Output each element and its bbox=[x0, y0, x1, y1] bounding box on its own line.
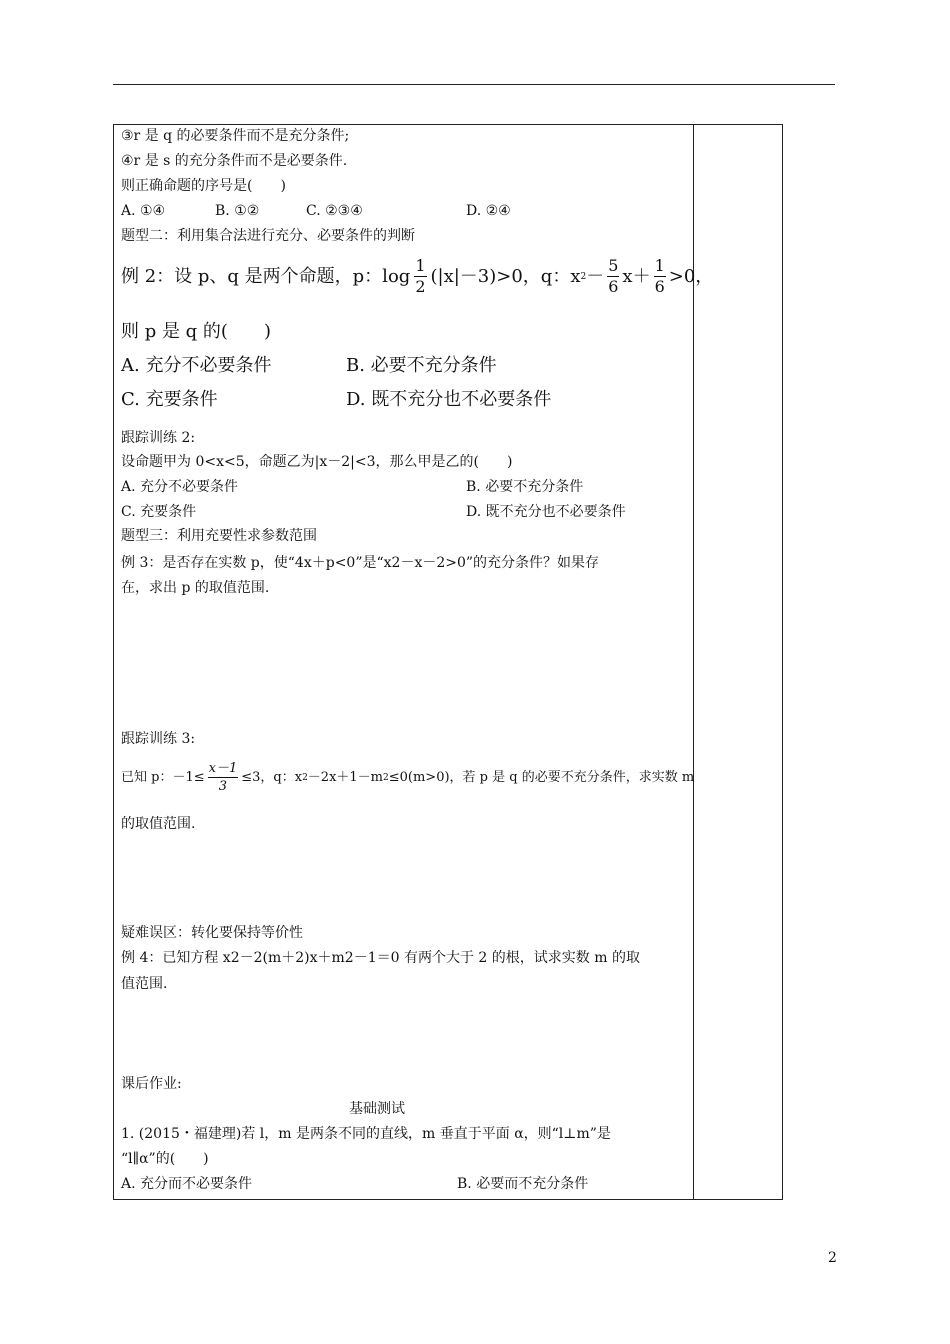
pitfall-heading: 疑难误区：转化要保持等价性 bbox=[121, 925, 303, 941]
section-type2-heading: 题型二：利用集合法进行充分、必要条件的判断 bbox=[121, 228, 415, 244]
fraction-one-sixth bbox=[654, 258, 666, 295]
fraction-one-half bbox=[414, 258, 426, 295]
fraction-denominator: 2 bbox=[415, 277, 426, 296]
basic-test-heading: 基础测试 bbox=[349, 1101, 405, 1117]
option-d: D. ②④ bbox=[466, 203, 511, 219]
track2-option-d: D. 既不充分也不必要条件 bbox=[466, 504, 626, 520]
header-rule bbox=[113, 84, 835, 85]
exponent: 2 bbox=[383, 772, 389, 783]
track3-tail: ≤0(m>0)，若 p 是 q 的必要不充分条件，求实数 m bbox=[388, 769, 695, 785]
x-plus: x＋ bbox=[622, 265, 651, 287]
example2-option-d: D. 既不充分也不必要条件 bbox=[346, 389, 552, 410]
fraction-numerator: 5 bbox=[608, 256, 619, 275]
track3-mid: ≤3，q：x bbox=[241, 769, 303, 785]
track3-title: 跟踪训练 3: bbox=[121, 731, 196, 747]
fraction-numerator: x－1 bbox=[208, 761, 238, 776]
example4-line2: 值范围. bbox=[121, 976, 168, 992]
question1-option-b: B. 必要而不充分条件 bbox=[457, 1176, 589, 1192]
statement-4: ④r 是 s 的充分条件而不是必要条件. bbox=[121, 153, 348, 169]
track2-title: 跟踪训练 2: bbox=[121, 430, 196, 446]
question1-option-a: A. 充分而不必要条件 bbox=[121, 1176, 253, 1192]
section-type3-heading: 题型三：利用充要性求参数范围 bbox=[121, 528, 317, 544]
example3-line2: 在，求出 p 的取值范围. bbox=[121, 580, 270, 596]
option-b: B. ①② bbox=[215, 203, 260, 219]
fraction-five-sixths bbox=[607, 258, 619, 295]
page-number: 2 bbox=[828, 1250, 837, 1266]
example2-option-a: A. 充分不必要条件 bbox=[121, 355, 272, 376]
fraction-denominator: 3 bbox=[218, 779, 228, 794]
track3-formula-line bbox=[121, 762, 694, 793]
question1-line1: 1. (2015・福建理)若 l，m 是两条不同的直线，m 垂直于平面 α，则“l⊥m”是 bbox=[121, 1126, 611, 1142]
fraction-bar bbox=[208, 777, 239, 778]
example3-line1: 例 3：是否存在实数 p，使“4x＋p<0”是“x2－x－2>0”的充分条件？如果存 bbox=[121, 555, 600, 571]
example2-formula-line bbox=[121, 258, 713, 295]
fraction-numerator: 1 bbox=[654, 256, 665, 275]
example2-question: 则 p 是 q 的( ) bbox=[121, 321, 271, 342]
example2-lead: 例 2：设 p、q 是两个命题，p：log bbox=[121, 265, 411, 287]
option-c: C. ②③④ bbox=[306, 203, 363, 219]
track3-mid2: －2x＋1－m bbox=[307, 769, 383, 785]
homework-heading: 课后作业: bbox=[121, 1076, 182, 1092]
example2-option-b: B. 必要不充分条件 bbox=[346, 355, 497, 376]
exponent: 2 bbox=[302, 772, 308, 783]
example2-mid: (|x|－3)>0，q：x bbox=[430, 265, 581, 287]
minus-sign: － bbox=[586, 265, 605, 287]
example2-tail: >0， bbox=[668, 265, 714, 287]
track2-option-c: C. 充要条件 bbox=[121, 504, 197, 520]
exponent: 2 bbox=[580, 271, 587, 282]
statement-3: ③r 是 q 的必要条件而不是充分条件; bbox=[121, 128, 350, 144]
track2-option-b: B. 必要不充分条件 bbox=[466, 479, 584, 495]
track2-option-a: A. 充分不必要条件 bbox=[121, 479, 239, 495]
track3-lead: 已知 p：－1≤ bbox=[121, 769, 205, 785]
fraction-denominator: 6 bbox=[654, 277, 665, 296]
example4-line1: 例 4：已知方程 x2－2(m＋2)x＋m2－1＝0 有两个大于 2 的根，试求实数 m 的取 bbox=[121, 950, 640, 966]
question1-line2: “l∥α”的( ) bbox=[121, 1151, 209, 1167]
track3-line2: 的取值范围. bbox=[121, 816, 196, 832]
question-prompt: 则正确命题的序号是( ) bbox=[121, 178, 286, 194]
example2-option-c: C. 充要条件 bbox=[121, 389, 218, 410]
fraction-numerator: 1 bbox=[415, 256, 426, 275]
fraction-x-minus-1-over-3 bbox=[208, 762, 239, 793]
track2-question: 设命题甲为 0<x<5，命题乙为|x－2|<3，那么甲是乙的( ) bbox=[121, 454, 513, 470]
option-a: A. ①④ bbox=[121, 203, 166, 219]
fraction-denominator: 6 bbox=[608, 277, 619, 296]
